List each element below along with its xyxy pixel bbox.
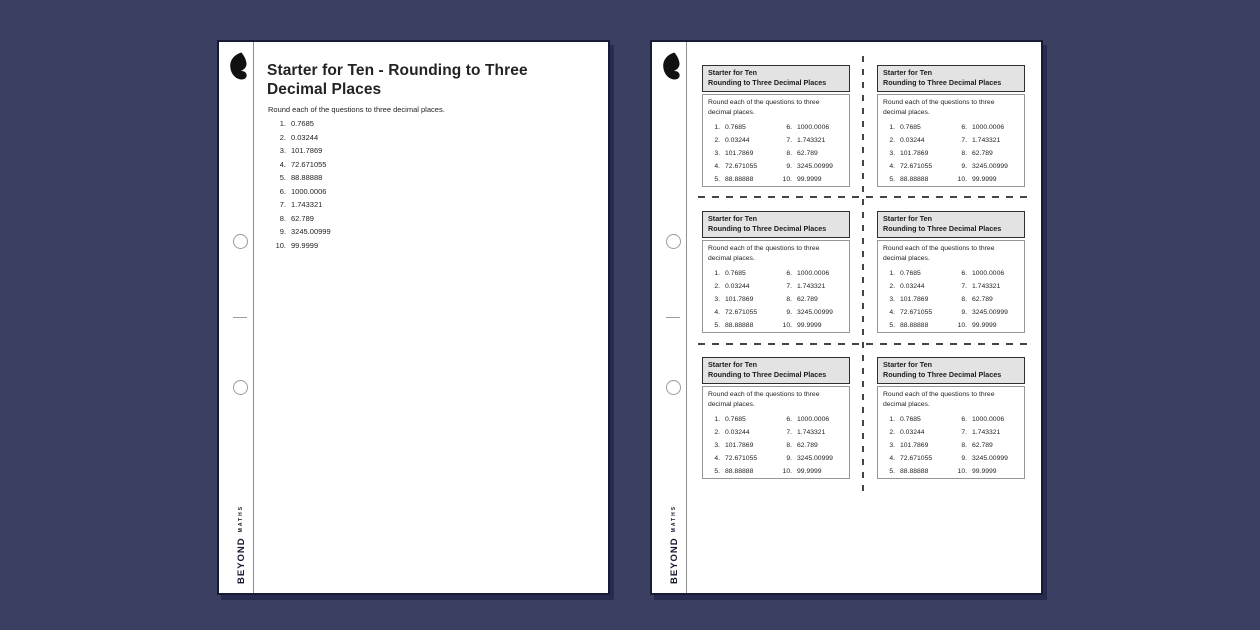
card-question-row [708, 426, 844, 439]
question-value: 88.88888 [900, 321, 929, 329]
question-value: 88.88888 [900, 175, 929, 183]
worksheet-page-full [217, 40, 610, 595]
question-value: 99.9999 [797, 467, 822, 475]
question-number: 9. [786, 162, 792, 170]
card-question-row [883, 121, 1019, 134]
card-body [702, 240, 850, 333]
question-value: 101.7869 [725, 441, 754, 449]
question-number: 1. [889, 415, 895, 423]
question-value: 101.7869 [291, 146, 323, 156]
card-header [702, 357, 850, 384]
question-value: 0.7685 [725, 415, 746, 423]
question-value: 1000.0006 [797, 415, 830, 423]
beyond-footer-subject: MATHS [671, 504, 677, 533]
card-question-row [883, 134, 1019, 147]
question-value: 99.9999 [291, 240, 319, 250]
question-number: 4. [279, 159, 286, 169]
question-number: 8. [279, 213, 286, 223]
starter-card [702, 357, 850, 475]
question-number: 7. [786, 136, 792, 144]
question-value: 99.9999 [972, 321, 997, 329]
question-number: 6. [786, 415, 792, 423]
card-question-row [883, 147, 1019, 160]
question-value: 99.9999 [797, 321, 822, 329]
question-number: 10. [782, 467, 792, 475]
question-value: 0.7685 [900, 415, 921, 423]
question-number: 4. [714, 308, 720, 316]
card-title-line2: Rounding to Three Decimal Places [708, 78, 827, 88]
card-title-line1: Starter for Ten [883, 360, 932, 369]
card-question-row [883, 173, 1019, 186]
question-value: 0.7685 [725, 123, 746, 131]
question-value: 101.7869 [725, 295, 754, 303]
question-number: 2. [714, 428, 720, 436]
question-value: 62.789 [797, 441, 818, 449]
question-number: 2. [714, 136, 720, 144]
question-value: 1000.0006 [972, 123, 1005, 131]
question-value: 1.743321 [797, 428, 826, 436]
card-question-row [883, 267, 1019, 280]
card-instruction: Round each of the questions to three decimal places. [883, 244, 995, 262]
question-value: 0.03244 [291, 132, 319, 142]
question-value: 1.743321 [972, 136, 1001, 144]
question-value: 88.88888 [725, 467, 754, 475]
question-number: 2. [889, 282, 895, 290]
question-number: 4. [889, 162, 895, 170]
question-value: 3245.00999 [972, 162, 1008, 170]
question-value: 88.88888 [900, 467, 929, 475]
question-number: 2. [714, 282, 720, 290]
question-value: 99.9999 [972, 175, 997, 183]
question-value: 72.671055 [725, 454, 758, 462]
card-question-row [883, 160, 1019, 173]
question-number: 6. [961, 415, 967, 423]
question-value: 62.789 [972, 295, 993, 303]
question-value: 88.88888 [291, 173, 323, 183]
horizontal-cut-line [698, 196, 1034, 198]
card-body [702, 386, 850, 479]
question-number: 8. [786, 149, 792, 157]
question-value: 101.7869 [900, 149, 929, 157]
question-number: 3. [889, 295, 895, 303]
card-instruction: Round each of the questions to three decimal places. [883, 98, 995, 116]
question-number: 9. [961, 454, 967, 462]
card-question-row [708, 173, 844, 186]
question-value: 1.743321 [972, 282, 1001, 290]
margin-rule [253, 42, 254, 593]
question-number: 4. [714, 454, 720, 462]
question-value: 88.88888 [725, 321, 754, 329]
question-number: 8. [786, 441, 792, 449]
question-value: 72.671055 [725, 308, 758, 316]
card-question-row [708, 293, 844, 306]
question-number: 10. [782, 175, 792, 183]
question-value: 72.671055 [291, 159, 327, 169]
question-value: 62.789 [797, 149, 818, 157]
question-number: 3. [714, 295, 720, 303]
worksheet-page-cards [650, 40, 1043, 595]
worksheet-instruction: Round each of the questions to three decimal places. [268, 105, 445, 114]
question-number: 9. [786, 454, 792, 462]
question-item [269, 185, 331, 199]
question-item [269, 239, 331, 253]
question-value: 1000.0006 [291, 186, 327, 196]
question-number: 6. [279, 186, 286, 196]
question-number: 1. [714, 415, 720, 423]
question-item [269, 198, 331, 212]
question-number: 9. [786, 308, 792, 316]
question-number: 1. [714, 269, 720, 277]
card-question-row [708, 319, 844, 332]
card-question-row [883, 439, 1019, 452]
card-body [877, 386, 1025, 479]
question-number: 4. [889, 454, 895, 462]
question-value: 62.789 [972, 441, 993, 449]
question-value: 1000.0006 [797, 123, 830, 131]
beyond-footer-subject: MATHS [238, 504, 244, 533]
card-question-rows [708, 413, 844, 478]
question-number: 6. [786, 269, 792, 277]
question-number: 9. [961, 162, 967, 170]
card-header [702, 211, 850, 238]
card-question-row [708, 121, 844, 134]
card-header [877, 65, 1025, 92]
card-title-line1: Starter for Ten [708, 68, 757, 77]
question-number: 5. [889, 467, 895, 475]
question-value: 1000.0006 [972, 415, 1005, 423]
card-instruction: Round each of the questions to three decimal places. [708, 244, 820, 262]
card-body [877, 94, 1025, 187]
question-number: 4. [889, 308, 895, 316]
question-value: 0.03244 [900, 282, 925, 290]
question-value: 1.743321 [972, 428, 1001, 436]
question-number: 10. [957, 175, 967, 183]
question-value: 0.03244 [900, 428, 925, 436]
card-question-rows [883, 413, 1019, 478]
question-number: 5. [714, 321, 720, 329]
beyond-footer [234, 492, 248, 584]
question-number: 5. [714, 175, 720, 183]
worksheet-question-list [269, 117, 331, 252]
question-value: 101.7869 [900, 441, 929, 449]
question-value: 101.7869 [725, 149, 754, 157]
card-title-line1: Starter for Ten [708, 214, 757, 223]
question-item [269, 144, 331, 158]
card-header [702, 65, 850, 92]
question-item [269, 131, 331, 145]
card-question-row [708, 439, 844, 452]
question-number: 3. [889, 441, 895, 449]
question-number: 7. [786, 428, 792, 436]
question-value: 0.03244 [725, 428, 750, 436]
beyond-footer [667, 492, 681, 584]
question-number: 7. [961, 428, 967, 436]
question-value: 1.743321 [797, 282, 826, 290]
question-number: 9. [961, 308, 967, 316]
card-title-line1: Starter for Ten [708, 360, 757, 369]
question-value: 0.03244 [725, 136, 750, 144]
question-number: 8. [961, 295, 967, 303]
horizontal-cut-line [698, 343, 1034, 345]
card-body [702, 94, 850, 187]
beyond-footer-brand: BEYOND [235, 537, 247, 584]
question-number: 10. [782, 321, 792, 329]
question-number: 1. [714, 123, 720, 131]
question-item [269, 171, 331, 185]
question-value: 88.88888 [725, 175, 754, 183]
question-number: 1. [889, 123, 895, 131]
question-number: 5. [889, 175, 895, 183]
card-question-row [708, 134, 844, 147]
question-number: 2. [279, 132, 286, 142]
hole-punch-bottom [666, 380, 681, 395]
question-value: 72.671055 [725, 162, 758, 170]
starter-card [877, 211, 1025, 329]
card-question-row [708, 465, 844, 478]
question-number: 7. [961, 282, 967, 290]
question-item [269, 158, 331, 172]
question-number: 9. [279, 227, 286, 237]
question-value: 72.671055 [900, 454, 933, 462]
question-value: 3245.00999 [291, 227, 331, 237]
question-number: 8. [786, 295, 792, 303]
question-value: 3245.00999 [797, 308, 833, 316]
question-value: 72.671055 [900, 308, 933, 316]
question-number: 8. [961, 441, 967, 449]
beyond-logo-icon [226, 52, 250, 80]
margin-center-mark [233, 317, 247, 318]
card-question-row [883, 426, 1019, 439]
card-question-row [708, 306, 844, 319]
card-question-row [883, 293, 1019, 306]
question-number: 1. [279, 119, 286, 129]
card-header [877, 211, 1025, 238]
card-question-row [708, 280, 844, 293]
starter-card [702, 211, 850, 329]
question-value: 0.03244 [900, 136, 925, 144]
card-question-row [883, 465, 1019, 478]
question-number: 5. [889, 321, 895, 329]
card-question-row [708, 160, 844, 173]
starter-card [877, 357, 1025, 475]
question-number: 2. [889, 136, 895, 144]
question-value: 3245.00999 [972, 454, 1008, 462]
question-value: 72.671055 [900, 162, 933, 170]
card-question-row [708, 452, 844, 465]
card-title-line2: Rounding to Three Decimal Places [883, 370, 1002, 380]
card-question-rows [883, 267, 1019, 332]
starter-card [877, 65, 1025, 183]
question-item [269, 225, 331, 239]
question-number: 7. [786, 282, 792, 290]
card-question-rows [708, 121, 844, 186]
card-question-row [708, 147, 844, 160]
question-value: 0.7685 [900, 269, 921, 277]
card-question-row [708, 267, 844, 280]
question-value: 99.9999 [797, 175, 822, 183]
question-value: 62.789 [291, 213, 314, 223]
card-instruction: Round each of the questions to three decimal places. [883, 390, 995, 408]
question-number: 6. [961, 123, 967, 131]
question-number: 3. [714, 441, 720, 449]
beyond-footer-brand: BEYOND [668, 537, 680, 584]
hole-punch-bottom [233, 380, 248, 395]
question-item [269, 117, 331, 131]
question-value: 62.789 [972, 149, 993, 157]
question-value: 0.7685 [725, 269, 746, 277]
card-question-row [883, 306, 1019, 319]
card-header [877, 357, 1025, 384]
vertical-cut-line [862, 56, 864, 492]
card-question-row [708, 413, 844, 426]
question-value: 1.743321 [797, 136, 826, 144]
beyond-logo-icon [659, 52, 683, 80]
margin-center-mark [666, 317, 680, 318]
card-title-line2: Rounding to Three Decimal Places [708, 224, 827, 234]
card-instruction: Round each of the questions to three decimal places. [708, 98, 820, 116]
question-number: 10. [957, 467, 967, 475]
starter-card [702, 65, 850, 183]
card-body [877, 240, 1025, 333]
card-question-rows [708, 267, 844, 332]
question-number: 4. [714, 162, 720, 170]
question-value: 99.9999 [972, 467, 997, 475]
question-item [269, 212, 331, 226]
question-number: 2. [889, 428, 895, 436]
question-number: 7. [961, 136, 967, 144]
question-number: 10. [957, 321, 967, 329]
card-title-line2: Rounding to Three Decimal Places [883, 78, 1002, 88]
question-value: 1.743321 [291, 200, 323, 210]
question-value: 1000.0006 [797, 269, 830, 277]
margin-rule [686, 42, 687, 593]
card-question-row [883, 452, 1019, 465]
question-number: 1. [889, 269, 895, 277]
card-question-rows [883, 121, 1019, 186]
page-title: Starter for Ten - Rounding to Three Decimal Places [267, 62, 528, 99]
question-number: 6. [961, 269, 967, 277]
question-number: 7. [279, 200, 286, 210]
question-value: 62.789 [797, 295, 818, 303]
question-number: 6. [786, 123, 792, 131]
question-value: 0.7685 [291, 119, 314, 129]
card-title-line1: Starter for Ten [883, 68, 932, 77]
question-number: 3. [714, 149, 720, 157]
question-number: 8. [961, 149, 967, 157]
card-question-row [883, 280, 1019, 293]
question-number: 3. [279, 146, 286, 156]
question-value: 3245.00999 [972, 308, 1008, 316]
hole-punch-top [233, 234, 248, 249]
question-number: 5. [279, 173, 286, 183]
question-value: 3245.00999 [797, 162, 833, 170]
question-number: 5. [714, 467, 720, 475]
card-question-row [883, 319, 1019, 332]
card-instruction: Round each of the questions to three decimal places. [708, 390, 820, 408]
question-number: 10. [275, 240, 286, 250]
card-title-line2: Rounding to Three Decimal Places [883, 224, 1002, 234]
question-value: 101.7869 [900, 295, 929, 303]
question-value: 3245.00999 [797, 454, 833, 462]
question-number: 3. [889, 149, 895, 157]
question-value: 0.03244 [725, 282, 750, 290]
card-title-line1: Starter for Ten [883, 214, 932, 223]
question-value: 0.7685 [900, 123, 921, 131]
card-title-line2: Rounding to Three Decimal Places [708, 370, 827, 380]
question-value: 1000.0006 [972, 269, 1005, 277]
card-question-row [883, 413, 1019, 426]
hole-punch-top [666, 234, 681, 249]
